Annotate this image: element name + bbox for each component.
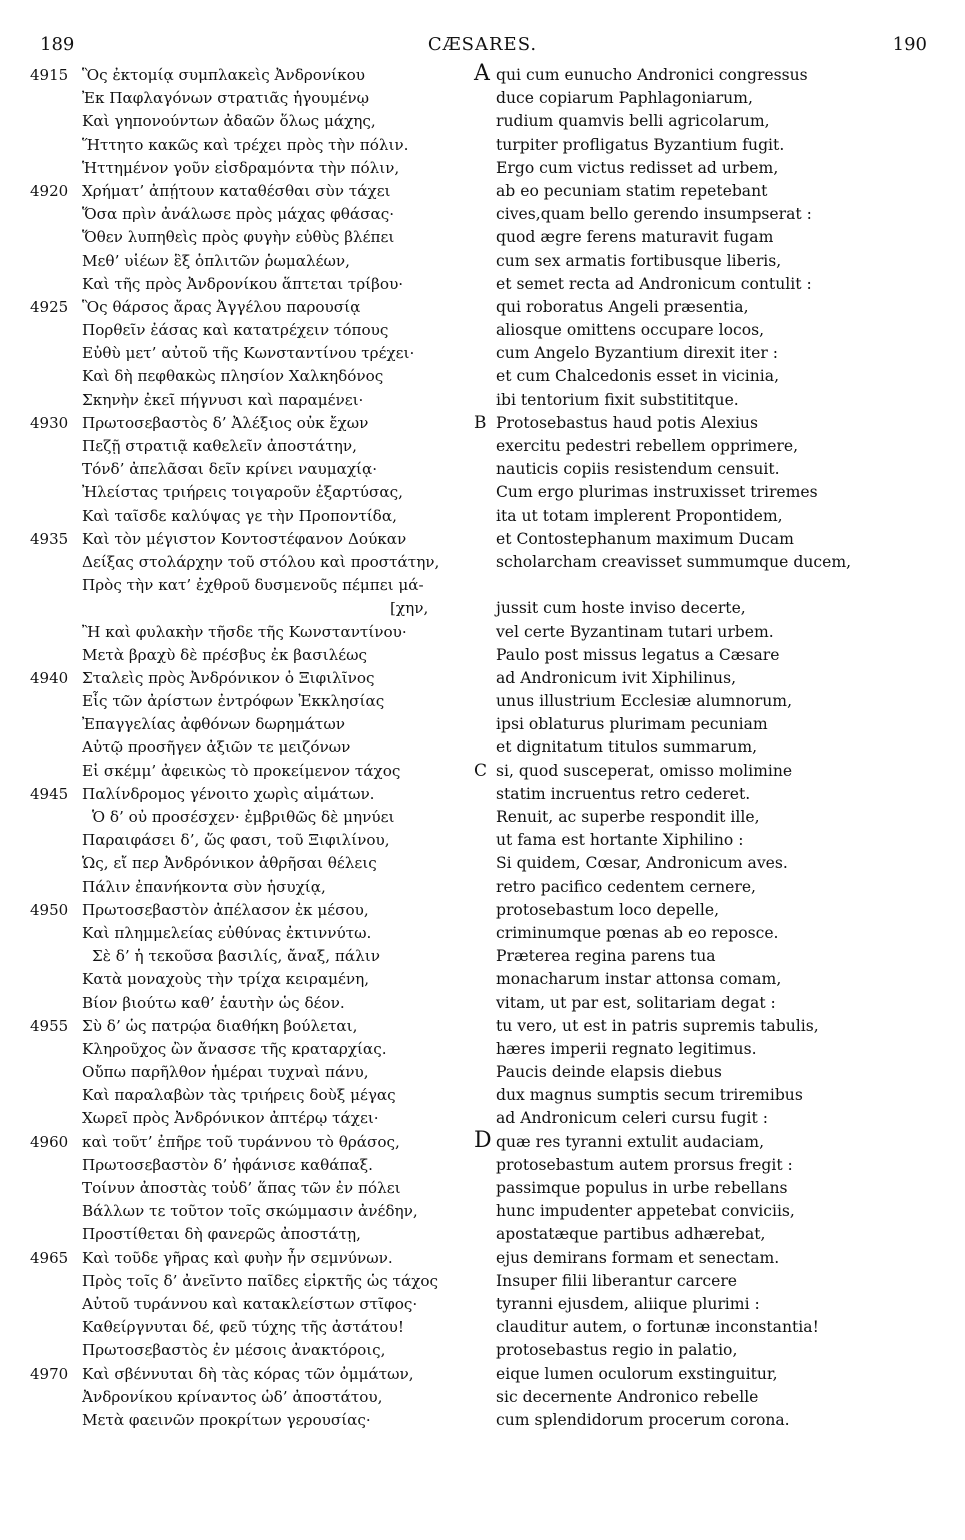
greek-verse-text: Πρωτοσεβαστὸν δ’ ἠφάνισε καθάπαξ. (82, 1155, 373, 1174)
latin-translation-line (496, 342, 936, 365)
latin-translation-line (496, 852, 936, 875)
latin-translation-text: qui cum eunucho Andronici congressus (496, 66, 808, 84)
greek-verse-text: Προστίθεται δὴ φανερῶς ἀποστάτῃ, (82, 1225, 361, 1244)
greek-verse-text: Ὅσα πρὶν ἀνάλωσε πρὸς μάχας φθάσας· (82, 205, 395, 224)
greek-verse-line (30, 1200, 470, 1223)
latin-translation-text: criminumque pœnas ab eo reposce. (496, 923, 779, 942)
latin-translation-line (496, 621, 936, 644)
latin-translation-line (496, 690, 936, 713)
greek-verse-text: Ὡς, εἴ περ Ἀνδρόνικον ἀθρῆσαι θέλεις (82, 854, 377, 873)
latin-translation-text: Cum ergo plurimas instruxisset triremes (496, 483, 818, 502)
greek-verse-text: Καὶ τὸν μέγιστον Κοντοστέφανον Δούκαν (82, 529, 407, 548)
greek-verse-text: Ἀνδρονίκου κρίναντος ὡδ’ ἀποστάτου, (82, 1387, 383, 1406)
latin-translation-line (496, 458, 936, 481)
latin-translation-line (496, 574, 936, 597)
latin-translation-line (496, 505, 936, 528)
greek-verse-text: Οὔπω παρῆλθον ἡμέραι τυχναὶ πάνυ, (82, 1063, 369, 1082)
greek-verse-text: Ἥττητο κακῶς καὶ τρέχει πρὸς τὴν πόλιν. (82, 135, 409, 154)
greek-verse-text: Πρωτοσεβαστὸν ἀπέλασον ἐκ μέσου, (82, 900, 369, 919)
greek-verse-line (30, 365, 470, 388)
latin-translation-text: Paulo post missus legatus a Cæsare (496, 645, 780, 664)
greek-verse-line (30, 1131, 470, 1154)
latin-translation-text: Insuper filii liberantur carcere (496, 1271, 738, 1290)
greek-verse-line (30, 226, 470, 249)
greek-verse-line (30, 574, 470, 597)
greek-verse-text: [χην, (390, 599, 429, 618)
greek-verse-text: Ὅθεν λυπηθεὶς πρὸς φυγὴν εὐθὺς βλέπει (82, 228, 395, 247)
greek-verse-line (30, 1015, 470, 1038)
latin-translation-line (496, 1154, 936, 1177)
latin-text-column (474, 61, 936, 1432)
greek-verse-text: Ἢ καὶ φυλακὴν τῆσδε τῆς Κωνσταντίνου· (82, 622, 407, 641)
latin-translation-text: quæ res tyranni extulit audaciam, (496, 1132, 765, 1151)
greek-verse-text: Σὺ δ’ ὡς πατρῴα διαθήκη βούλεται, (82, 1016, 358, 1035)
greek-verse-line (30, 1293, 470, 1316)
greek-verse-line (30, 481, 470, 504)
latin-translation-text: duce copiarum Paphlagoniarum, (496, 89, 753, 108)
latin-translation-text: tyranni ejusdem, aliique plurimi : (496, 1294, 760, 1313)
latin-translation-text: ibi tentorium fixit substititque. (496, 390, 739, 409)
latin-translation-line (496, 250, 936, 273)
greek-verse-line (30, 203, 470, 226)
latin-translation-line (496, 713, 936, 736)
latin-translation-line (496, 273, 936, 296)
latin-translation-line (496, 899, 936, 922)
latin-translation-text: ipsi oblaturus plurimam pecuniam (496, 715, 768, 734)
greek-text-column (30, 64, 470, 1432)
latin-translation-text: ut fama est hortante Xiphilino : (496, 831, 744, 850)
latin-translation-text: unus illustrium Ecclesiæ alumnorum, (496, 692, 793, 711)
latin-translation-text: et Contostephanum maximum Ducam (496, 529, 794, 548)
greek-verse-text: Δείξας στολάρχην τοῦ στόλου καὶ προστάτην, (82, 552, 440, 571)
latin-translation-text: quod ægre ferens maturavit fugam (496, 228, 774, 247)
latin-translation-text: protosebastum autem prorsus fregit : (496, 1155, 793, 1174)
latin-translation-line (496, 968, 936, 991)
latin-translation-line (496, 481, 936, 504)
latin-translation-text: et cum Chalcedonis esset in vicinia, (496, 367, 780, 386)
greek-verse-text: Ἐκ Παφλαγόνων στρατιᾶς ἡγουμένῳ (82, 89, 369, 108)
greek-verse-line (30, 389, 470, 412)
latin-translation-line (496, 296, 936, 319)
latin-translation-text: Præterea regina parens tua (496, 947, 716, 966)
greek-verse-line (30, 690, 470, 713)
greek-verse-line (30, 597, 470, 620)
latin-translation-line (496, 783, 936, 806)
greek-verse-text: Βίον βιούτω καθ’ ἑαυτὴν ὡς δέον. (82, 993, 345, 1012)
latin-translation-line (496, 134, 936, 157)
greek-verse-line (30, 829, 470, 852)
section-marker: D (474, 1127, 492, 1153)
latin-translation-text: sic decernente Andronico rebelle (496, 1387, 759, 1406)
latin-translation-text: apostatæque partibus adhærebat, (496, 1225, 766, 1244)
latin-translation-text: ejus demirans formam et senectam. (496, 1248, 780, 1267)
latin-translation-text: et semet recta ad Andronicum contulit : (496, 274, 812, 293)
greek-verse-text: Καὶ τῆς πρὸς Ἀνδρονίκου ἅπτεται τρίβου· (82, 274, 404, 293)
greek-verse-line (30, 87, 470, 110)
greek-verse-text: Πορθεῖν ἐάσας καὶ κατατρέχειν τόπους (82, 321, 389, 340)
greek-verse-text: Ἠλείστας τριήρεις τοιγαροῦν ἐξαρτύσας, (82, 483, 403, 502)
greek-verse-line (30, 110, 470, 133)
greek-verse-line (30, 180, 470, 203)
greek-verse-line (30, 435, 470, 458)
latin-translation-text: eique lumen oculorum exstinguitur, (496, 1364, 778, 1383)
greek-verse-line (30, 551, 470, 574)
verse-number: 4930 (30, 413, 69, 432)
verse-number: 4945 (30, 784, 69, 803)
greek-verse-line (30, 1363, 470, 1386)
latin-translation-line (496, 1247, 936, 1270)
greek-verse-text: Εἷς τῶν ἀρίστων ἐντρόφων Ἐκκλησίας (82, 692, 385, 711)
greek-verse-line (30, 1316, 470, 1339)
latin-translation-line (496, 1386, 936, 1409)
greek-verse-text: Σὲ δ’ ἡ τεκοῦσα βασιλίς, ἄναξ, πάλιν (92, 947, 380, 966)
verse-number: 4915 (30, 66, 69, 84)
latin-translation-line (496, 1038, 936, 1061)
latin-translation-text: statim incruentus retro cederet. (496, 784, 751, 803)
greek-verse-line (30, 783, 470, 806)
latin-translation-text: vitam, ut par est, solitariam degat : (496, 993, 776, 1012)
verse-number: 4955 (30, 1016, 69, 1035)
greek-verse-text: Πάλιν ἐπανήκοντα σὺν ἡσυχίᾳ, (82, 877, 326, 896)
greek-verse-text: Τοίνυν ἀποστὰς τοὐδ’ ἅπας τῶν ἐν πόλει (82, 1179, 401, 1197)
verse-number: 4935 (30, 529, 69, 548)
latin-translation-text: Protosebastus haud potis Alexius (496, 413, 758, 432)
latin-translation-text: aliosque omittens occupare locos, (496, 321, 765, 340)
latin-translation-line (496, 1015, 936, 1038)
verse-number: 4940 (30, 668, 69, 687)
latin-translation-line (496, 667, 936, 690)
greek-verse-line (30, 157, 470, 180)
greek-verse-line (30, 713, 470, 736)
greek-verse-line (30, 1339, 470, 1362)
greek-verse-text: Αὐτῷ προσῆγεν ἀξιῶν τε μειζόνων (82, 738, 351, 757)
latin-translation-line (496, 644, 936, 667)
latin-translation-text: monacharum instar attonsa comam, (496, 970, 782, 989)
latin-translation-text: qui roboratus Angeli præsentia, (496, 297, 749, 316)
latin-translation-line (496, 597, 936, 620)
latin-translation-text: nauticis copiis resistendum censuit. (496, 460, 780, 479)
greek-verse-line (30, 296, 470, 319)
latin-translation-line (496, 87, 936, 110)
greek-verse-line (30, 736, 470, 759)
latin-translation-text: ad Andronicum ivit Xiphilinus, (496, 668, 737, 687)
greek-verse-line (30, 412, 470, 435)
greek-verse-line (30, 806, 470, 829)
latin-translation-text: Paucis deinde elapsis diebus (496, 1063, 722, 1082)
latin-translation-text: si, quod susceperat, omisso molimine (496, 761, 793, 780)
greek-verse-text: Εἰ σκέμμ’ ἀφεικὼς τὸ προκείμενον τάχος (82, 761, 401, 780)
greek-verse-text: Πρὸς τὴν κατ’ ἐχθροῦ δυσμενοῦς πέμπει μά- (82, 576, 424, 595)
running-title: CÆSARES. (427, 34, 538, 55)
latin-translation-line (496, 319, 936, 342)
latin-translation-text: ita ut totam implerent Propontidem, (496, 506, 783, 525)
latin-translation-line (496, 1107, 936, 1130)
greek-verse-text: Παραιφάσει δ’, ὥς φασι, τοῦ Ξιφιλίνου, (82, 831, 390, 850)
latin-translation-line (474, 61, 936, 87)
greek-verse-text: Πρωτοσεβαστὸς δ’ Ἀλέξιος οὐκ ἔχων (82, 413, 369, 432)
latin-translation-text: clauditur autem, o fortunæ inconstantia! (496, 1318, 819, 1337)
greek-verse-text: Καὶ ταῖσδε καλύψας γε τὴν Προποντίδα, (82, 506, 397, 525)
greek-verse-text: Ὃς ἐκτομίᾳ συμπλακεὶς Ἀνδρονίκου (82, 66, 366, 84)
greek-verse-text: Χωρεῖ πρὸς Ἀνδρόνικον ἀπτέρῳ τάχει· (82, 1109, 379, 1128)
latin-translation-text: hæres imperii regnato legitimus. (496, 1039, 757, 1058)
greek-verse-text: Κληροῦχος ὢν ἄνασσε τῆς κραταρχίας. (82, 1039, 387, 1058)
section-marker: B (474, 412, 487, 433)
latin-translation-text: retro pacifico cedentem cernere, (496, 877, 757, 896)
latin-translation-line (474, 1127, 936, 1154)
latin-translation-line (496, 1084, 936, 1107)
latin-translation-line (496, 157, 936, 180)
greek-verse-text: Καθείργνυται δέ, φεῦ τύχης τῆς ἀστάτου! (82, 1318, 404, 1337)
greek-verse-text: Καὶ τοῦδε γῆρας καὶ φυὴν ἦν σεμνύνων. (82, 1248, 393, 1267)
greek-verse-line (30, 1154, 470, 1177)
greek-verse-text: Πρὸς τοῖς δ’ ἀνεῖντο παῖδες εἱρκτῆς ὡς τάχος (82, 1271, 439, 1290)
greek-verse-text: Σταλεὶς πρὸς Ἀνδρόνικον ὁ Ξιφιλῖνος (82, 668, 375, 687)
greek-verse-text: Καὶ δὴ πεφθακὼς πλησίον Χαλκηδόνος (82, 367, 384, 386)
greek-verse-text: Καὶ παραλαβὼν τὰς τριήρεις δοὺξ μέγας (82, 1086, 396, 1105)
latin-translation-text: protosebastum loco depelle, (496, 900, 720, 919)
greek-verse-text: Αὐτοῦ τυράννου καὶ κατακλείστων στῖφος· (82, 1294, 418, 1313)
latin-translation-line (496, 1339, 936, 1362)
greek-verse-text: Παλίνδρομος γένοιτο χωρὶς αἱμάτων. (82, 784, 375, 803)
latin-translation-text: passimque populus in urbe rebellans (496, 1179, 788, 1197)
latin-translation-text: et dignitatum titulos summarum, (496, 738, 758, 757)
greek-verse-line (30, 1386, 470, 1409)
latin-translation-line (496, 435, 936, 458)
latin-translation-text: jussit cum hoste inviso decerte, (496, 599, 746, 618)
right-page-number: 190 (892, 34, 927, 55)
greek-verse-text: Χρήματ’ ἀπῄτουν καταθέσθαι σὺν τάχει (82, 181, 391, 200)
greek-verse-line (30, 1084, 470, 1107)
greek-verse-text: Καὶ σβέννυται δὴ τὰς κόρας τῶν ὀμμάτων, (82, 1364, 414, 1383)
latin-translation-text: protosebastus regio in palatio, (496, 1341, 738, 1360)
greek-verse-line (30, 945, 470, 968)
greek-verse-line (30, 342, 470, 365)
greek-verse-text: Τόνδ’ ἀπελᾶσαι δεῖν κρίνει ναυμαχίᾳ· (82, 460, 378, 479)
greek-verse-line (30, 644, 470, 667)
latin-translation-line (474, 760, 936, 783)
latin-translation-line (496, 806, 936, 829)
greek-verse-text: Κατὰ μοναχοὺς τὴν τρίχα κειραμένη, (82, 970, 370, 989)
greek-verse-text: Μεθ’ υἱέων ἓξ ὁπλιτῶν ῥωμαλέων, (82, 251, 350, 270)
latin-translation-line (496, 992, 936, 1015)
latin-translation-text: ad Andronicum celeri cursu fugit : (496, 1109, 768, 1128)
latin-translation-text: dux magnus sumptis secum triremibus (496, 1086, 803, 1105)
latin-translation-line (496, 922, 936, 945)
greek-verse-line (30, 1107, 470, 1130)
latin-translation-text: cum sex armatis fortibusque liberis, (496, 251, 782, 270)
greek-verse-line (30, 968, 470, 991)
latin-translation-line (496, 180, 936, 203)
latin-translation-text: vel certe Byzantinam tutari urbem. (496, 622, 774, 641)
greek-verse-line (30, 760, 470, 783)
greek-verse-line (30, 876, 470, 899)
greek-verse-line (30, 134, 470, 157)
latin-translation-line (496, 226, 936, 249)
latin-translation-line (496, 1409, 936, 1432)
latin-translation-text: cum Angelo Byzantium direxit iter : (496, 344, 779, 363)
greek-verse-text: Μετὰ φαεινῶν προκρίτων γερουσίας· (82, 1410, 371, 1429)
latin-translation-line (496, 203, 936, 226)
latin-translation-line (496, 551, 936, 574)
latin-translation-line (496, 110, 936, 133)
greek-verse-text: Πεζῇ στρατιᾷ καθελεῖν ἀποστάτην, (82, 437, 357, 455)
verse-number: 4925 (30, 297, 69, 316)
left-page-number: 189 (40, 34, 75, 55)
greek-verse-text: Πρωτοσεβαστὸς ἐν μέσοις ἀνακτόροις, (82, 1341, 386, 1360)
latin-translation-line (496, 1270, 936, 1293)
latin-translation-line (496, 1293, 936, 1316)
greek-verse-text: καὶ τοῦτ’ ἐπῆρε τοῦ τυράννου τὸ θράσος, (82, 1132, 400, 1151)
latin-translation-text: scholarcham creavisset summumque ducem, (496, 552, 852, 571)
section-marker: A (474, 61, 490, 86)
greek-verse-line (30, 1177, 470, 1200)
greek-verse-line (30, 922, 470, 945)
greek-verse-line (30, 64, 470, 87)
latin-translation-line (496, 1363, 936, 1386)
greek-verse-line (30, 899, 470, 922)
greek-verse-text: Ὁ δ’ οὐ προσέσχεν· ἐμβριθῶς δὲ μηνύει (92, 808, 395, 826)
greek-verse-line (30, 1409, 470, 1432)
greek-verse-text: Βάλλων τε τοῦτον τοῖς σκώμμασιν ἀνέδην, (82, 1202, 418, 1221)
latin-translation-line (474, 412, 936, 435)
latin-translation-line (496, 528, 936, 551)
latin-translation-line (496, 1200, 936, 1223)
latin-translation-line (496, 1316, 936, 1339)
latin-translation-line (496, 365, 936, 388)
latin-translation-text: Renuit, ac superbe respondit ille, (496, 808, 760, 826)
greek-verse-text: Σκηνὴν ἐκεῖ πήγνυσι καὶ παραμένει· (82, 390, 364, 409)
greek-verse-line (30, 273, 470, 296)
latin-translation-line (496, 736, 936, 759)
latin-translation-text: Ergo cum victus redisset ad urbem, (496, 158, 779, 177)
greek-verse-line (30, 319, 470, 342)
greek-verse-line (30, 505, 470, 528)
greek-verse-text: Ἐπαγγελίας ἀφθόνων δωρημάτων (82, 715, 345, 734)
latin-translation-line (496, 1061, 936, 1084)
greek-verse-line (30, 1038, 470, 1061)
verse-number: 4965 (30, 1248, 69, 1267)
greek-verse-line (30, 528, 470, 551)
latin-translation-line (496, 876, 936, 899)
latin-translation-line (496, 829, 936, 852)
latin-translation-line (496, 945, 936, 968)
latin-translation-text: rudium quamvis belli agricolarum, (496, 112, 770, 131)
greek-verse-text: Ὃς θάρσος ἄρας Ἀγγέλου παρουσίᾳ (82, 297, 361, 316)
section-marker: C (474, 760, 488, 781)
latin-translation-text: hunc impudenter appetebat conviciis, (496, 1202, 795, 1221)
greek-verse-text: Εὐθὺ μετ’ αὐτοῦ τῆς Κωνσταντίνου τρέχει· (82, 344, 415, 363)
greek-verse-line (30, 852, 470, 875)
latin-translation-text: cum splendidorum procerum corona. (496, 1410, 790, 1429)
verse-number: 4950 (30, 900, 69, 919)
greek-verse-line (30, 1061, 470, 1084)
greek-verse-line (30, 1270, 470, 1293)
greek-verse-text: Μετὰ βραχὺ δὲ πρέσβυς ἐκ βασιλέως (82, 645, 367, 664)
verse-number: 4920 (30, 181, 69, 200)
greek-verse-text: Ἡττημένον γοῦν εἰσδραμόντα τὴν πόλιν, (82, 158, 400, 177)
greek-verse-line (30, 621, 470, 644)
latin-translation-line (496, 389, 936, 412)
page-header (0, 34, 965, 58)
greek-verse-line (30, 667, 470, 690)
greek-verse-line (30, 250, 470, 273)
greek-verse-line (30, 1223, 470, 1246)
greek-verse-line (30, 458, 470, 481)
greek-verse-line (30, 1247, 470, 1270)
greek-verse-text: Καὶ πλημμελείας εὐθύνας ἐκτιννύτω. (82, 923, 372, 942)
latin-translation-text: turpiter profligatus Byzantium fugit. (496, 135, 785, 154)
verse-number: 4960 (30, 1132, 69, 1151)
latin-translation-line (496, 1177, 936, 1200)
latin-translation-text: exercitu pedestri rebellem opprimere, (496, 437, 799, 455)
latin-translation-text: cives,quam bello gerendo insumpserat : (496, 205, 812, 224)
latin-translation-text: ab eo pecuniam statim repetebant (496, 181, 768, 200)
verse-number: 4970 (30, 1364, 69, 1383)
greek-verse-line (30, 992, 470, 1015)
latin-translation-line (496, 1223, 936, 1246)
latin-translation-text: Si quidem, Cœsar, Andronicum aves. (496, 854, 788, 873)
latin-translation-text: tu vero, ut est in patris supremis tabulis, (496, 1016, 819, 1035)
greek-verse-text: Καὶ γηπονούντων ἀδαῶν ὅλως μάχης, (82, 112, 376, 131)
